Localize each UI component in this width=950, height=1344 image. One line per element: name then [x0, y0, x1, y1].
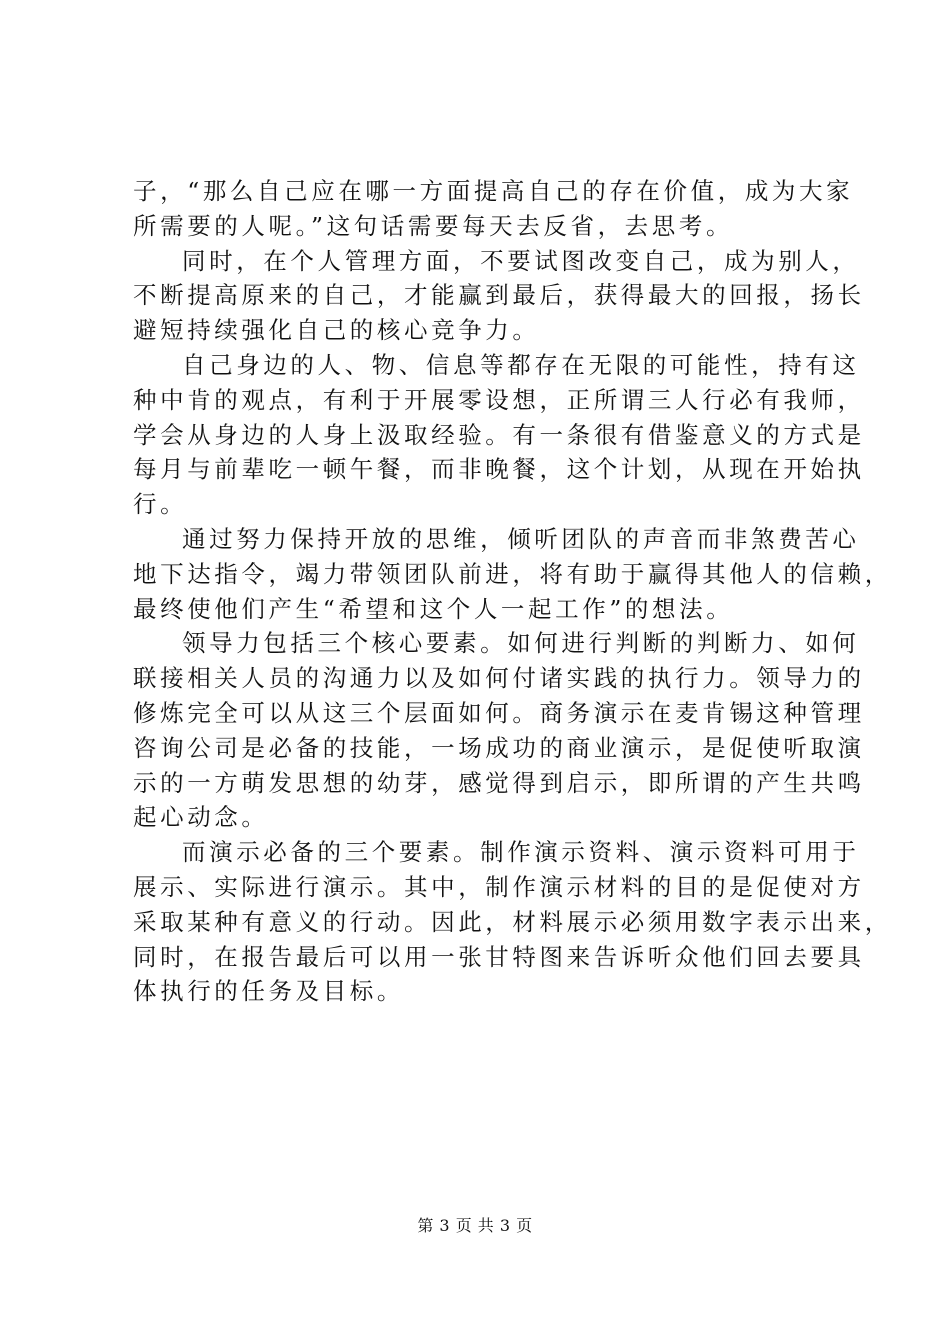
- paragraph-6: [133, 835, 892, 1009]
- text-line: 咨询公司是必备的技能，一场成功的商业演示，是促使听取演: [133, 733, 865, 762]
- text-line: 同时，在报告最后可以用一张甘特图来告诉听众他们回去要具: [133, 942, 865, 971]
- text-line: 最终使他们产生“希望和这个人一起工作”的想法。: [133, 594, 734, 623]
- text-line: 每月与前辈吃一顿午餐，而非晚餐，这个计划，从现在开始执: [133, 455, 865, 484]
- text-line: 起心动念。: [133, 803, 269, 832]
- paragraph-4: [133, 522, 892, 626]
- paragraph-2: [133, 244, 865, 348]
- text-line: 领导力包括三个核心要素。如何进行判断的判断力、如何: [182, 629, 860, 658]
- text-line: 自己身边的人、物、信息等都存在无限的可能性，持有这: [182, 350, 860, 379]
- text-line: 种中肯的观点，有利于开展零设想，正所谓三人行必有我师，: [133, 385, 865, 414]
- text-line: 学会从身边的人身上汲取经验。有一条很有借鉴意义的方式是: [133, 420, 865, 449]
- text-line: 体执行的任务及目标。: [133, 977, 404, 1006]
- text-line: 联接相关人员的沟通力以及如何付诸实践的执行力。领导力的: [133, 664, 865, 693]
- text-line: 同时，在个人管理方面，不要试图改变自己，成为别人，: [182, 246, 860, 275]
- text-line: 修炼完全可以从这三个层面如何。商务演示在麦肯锡这种管理: [133, 698, 865, 727]
- text-line: 采取某种有意义的行动。因此，材料展示必须用数字表示出来，: [133, 907, 892, 936]
- text-line: 所需要的人呢。”这句话需要每天去反省，去思考。: [133, 211, 734, 240]
- paragraph-1: [133, 174, 854, 244]
- text-line: 示的一方萌发思想的幼芽，感觉得到启示，即所谓的产生共鸣: [133, 768, 865, 797]
- page-number-footer: 第 3 页 共 3 页: [417, 1216, 533, 1235]
- text-line: 地下达指令，竭力带领团队前进，将有助于赢得其他人的信赖，: [133, 559, 892, 588]
- text-line: 通过努力保持开放的思维，倾听团队的声音而非煞费苦心: [182, 524, 860, 553]
- text-line: 展示、实际进行演示。其中，制作演示材料的目的是促使对方: [133, 872, 865, 901]
- text-line: 避短持续强化自己的核心竞争力。: [133, 316, 540, 345]
- paragraph-5: [133, 626, 865, 835]
- paragraph-3: [133, 348, 865, 522]
- document-body: [133, 174, 892, 1009]
- text-line: 而演示必备的三个要素。制作演示资料、演示资料可用于: [182, 838, 860, 867]
- text-line: 子，“那么自己应在哪一方面提高自己的存在价值，成为大家: [133, 177, 854, 205]
- text-line: 行。: [133, 490, 188, 519]
- text-line: 不断提高原来的自己，才能赢到最后，获得最大的回报，扬长: [133, 281, 865, 310]
